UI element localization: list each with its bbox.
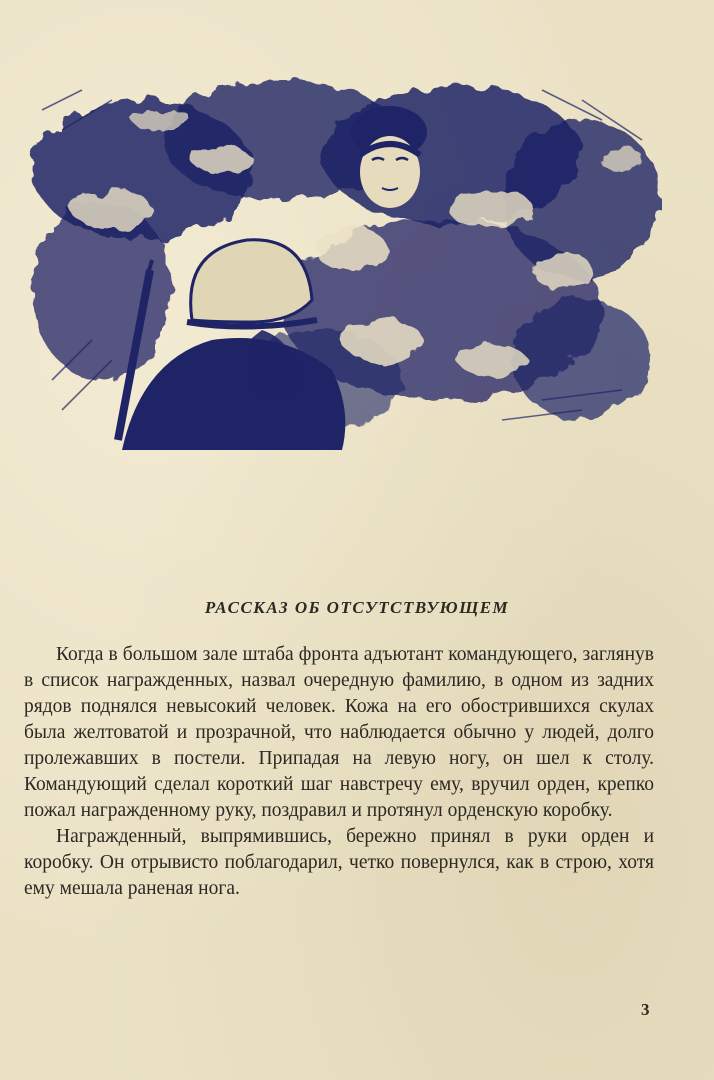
illustration [22, 60, 662, 450]
paragraph-2: Награжденный, выпрямившись, бережно принял в руки орден и коробку. Он отрывисто поблагодарил, четко повернулся, как в строю, хотя ему мешала раненая нога. [24, 826, 654, 899]
page-number: 3 [641, 1000, 650, 1019]
story-body [24, 642, 654, 902]
paragraph-1: Когда в большом зале штаба фронта адъютант командующего, заглянув в список награжденных, назвал очередную фамилию, в одном из задних рядов поднялся невысокий человек. Кожа на его обострившихся скулах была желтоватой и прозрачной, что наблюдается обычно у людей, долго пролежавших в постели. Припадая на левую ногу, он шел к столу. Командующий сделал короткий шаг навстречу ему, вручил орден, крепко пожал награжденному руку, поздравил и протянул орденскую коробку. [24, 644, 654, 821]
story-title: РАССКАЗ ОБ ОТСУТСТВУЮЩЕМ [204, 598, 510, 617]
illustration-drawing [22, 60, 662, 450]
